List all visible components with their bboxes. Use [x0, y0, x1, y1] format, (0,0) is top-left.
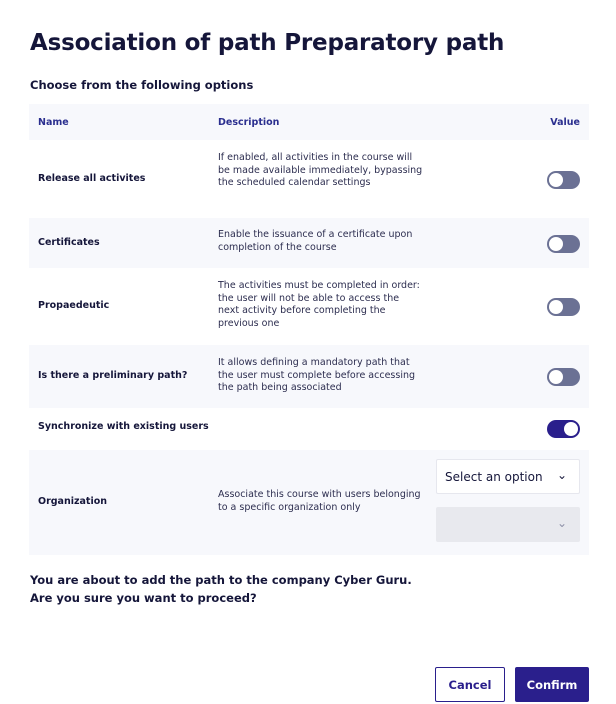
propaedeutic-toggle[interactable] [547, 298, 580, 316]
row-description: Associate this course with users belonging to a specific organization only [218, 489, 421, 513]
row-description: The activities must be completed in order: the user will not be able to access the next activity before completing the previous one [218, 280, 420, 329]
table-row-propaedeutic [29, 268, 589, 345]
organization-sub-select[interactable] [436, 507, 580, 542]
toggle-knob [549, 300, 563, 314]
options-table [29, 104, 589, 555]
table-row-certificates [29, 218, 589, 268]
toggle-knob [564, 422, 578, 436]
row-name: Release all activites [38, 173, 146, 184]
row-name: Synchronize with existing users [38, 421, 209, 432]
toggle-knob [549, 173, 563, 187]
header-value: Value [550, 117, 580, 128]
organization-select-value: Select an option [445, 470, 543, 484]
confirmation-line-1: You are about to add the path to the company Cyber Guru. [30, 573, 412, 587]
header-description: Description [218, 117, 280, 128]
toggle-knob [549, 237, 563, 251]
row-description: It allows defining a mandatory path that the user must complete before accessing the path being associated [218, 357, 416, 393]
table-row-release-all [29, 140, 589, 218]
table-row-preliminary-path [29, 345, 589, 408]
table-header [29, 104, 589, 140]
row-name: Certificates [38, 237, 100, 248]
chevron-down-icon: ⌄ [556, 468, 567, 482]
synchronize-toggle[interactable] [547, 420, 580, 438]
release-all-toggle[interactable] [547, 171, 580, 189]
row-name: Is there a preliminary path? [38, 370, 188, 381]
chevron-down-icon: ⌄ [556, 516, 567, 530]
organization-select[interactable] [436, 459, 580, 494]
confirmation-line-2: Are you sure you want to proceed? [30, 591, 257, 605]
row-name: Organization [38, 496, 108, 507]
confirmation-message [30, 571, 412, 607]
toggle-knob [549, 370, 563, 384]
table-row-synchronize [29, 408, 589, 450]
cancel-button[interactable]: Cancel [435, 667, 505, 702]
certificates-toggle[interactable] [547, 235, 580, 253]
header-name: Name [38, 117, 69, 128]
dialog-title: Association of path Preparatory path [30, 30, 505, 56]
dialog-subtitle: Choose from the following options [30, 78, 254, 92]
table-row-organization [29, 450, 589, 555]
row-description: Enable the issuance of a certificate upon completion of the course [218, 229, 413, 253]
row-name: Propaedeutic [38, 300, 110, 311]
row-description: If enabled, all activities in the course will be made available immediately, bypassing the scheduled calendar settings [218, 152, 423, 188]
confirm-button[interactable]: Confirm [515, 667, 589, 702]
preliminary-path-toggle[interactable] [547, 368, 580, 386]
